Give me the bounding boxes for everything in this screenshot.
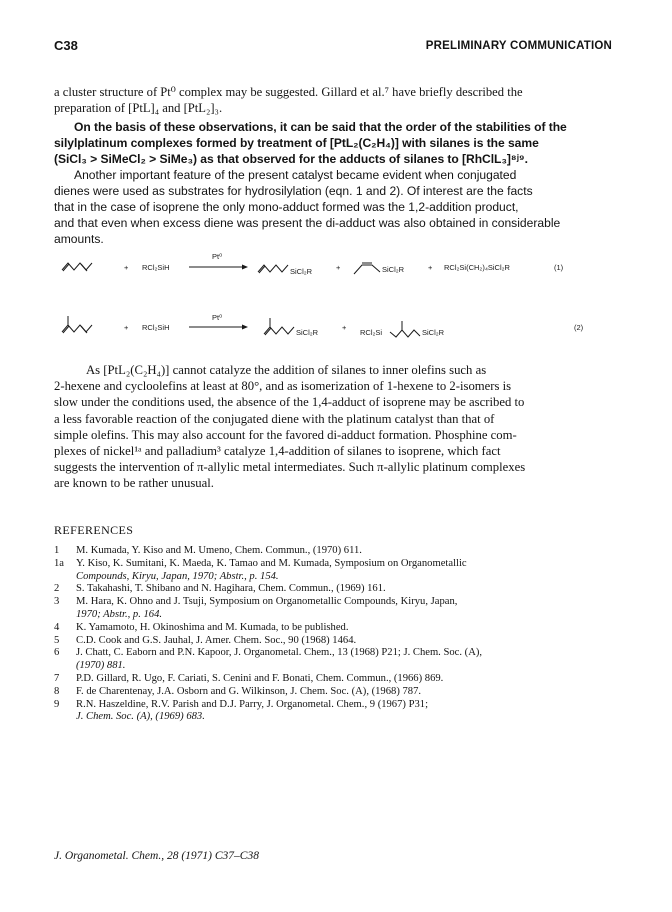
reference-number: 8 [54,685,60,697]
reference-text: P.D. Gillard, R. Ugo, F. Cariati, S. Cenini and F. Bonati, Chem. Commun., (1966) 869. [76,672,444,684]
text-line: are known to be rather unusual. [54,476,214,491]
equation-number: (2) [574,323,584,332]
text-line: silylplatinum complexes formed by treatment of [PtL₂(C₂H₄)] with silanes is the same [54,136,539,150]
reference-item [54,647,624,673]
product-2-structure [390,330,420,337]
text-line: slow under the conditions used, the absence of the 1,4-adduct of isoprene may be ascribed to [54,395,525,410]
reference-number: 3 [54,596,60,608]
double-bond-line [81,264,87,271]
page-number: C38 [54,38,78,53]
reference-number: 5 [54,634,60,646]
text-line: Another important feature of the present catalyst became evident when conjugated [74,168,517,182]
references-heading: REFERENCES [54,523,134,537]
reference-number: 1 [54,545,60,556]
reference-item [54,596,624,622]
text-line: a cluster structure of Pt⁰ complex may be suggested. Gillard et al.⁷ have briefly described the [54,85,523,99]
reference-item [54,686,624,699]
reference-text: S. Takahashi, T. Shibano and N. Hagihara, Chem. Commun., (1969) 161. [76,583,386,595]
text-line: simple olefins. This may also account for the favored di-adduct formation. Phosphine com- [54,427,517,442]
silane-reagent: RCl₂SiH [142,263,170,272]
text-line: dienes were used as substrates for hydrosilylation (eqn. 1 and 2). Of interest are the facts [54,184,533,198]
reference-item [54,583,624,596]
reference-text: F. de Charentenay, J.A. Osborn and G. Wilkinson, J. Chem. Soc. (A), (1968) 787. [76,685,422,697]
reference-number: 1a [54,557,64,569]
running-header: PRELIMINARY COMMUNICATION [425,40,612,52]
reference-continuation: J. Chem. Soc. (A), (1969) 683. [76,711,205,723]
reference-text: C.D. Cook and G.S. Jauhal, J. Amer. Chem. Soc., 90 (1968) 1464. [76,634,357,646]
reference-item [54,699,624,725]
text-line: (SiCl₃ > SiMeCl₂ > SiMe₃) as that observed for the adducts of silanes to [RhClL₃]⁸ʲ⁹. [54,152,528,166]
reference-text: Y. Kiso, K. Sumitani, K. Maeda, K. Tamao and M. Kumada, Symposium on Organometallic [76,557,467,569]
plus-sign: + [336,263,341,272]
plus-sign: + [124,263,129,272]
equation-2 [54,308,620,342]
reference-number: 9 [54,698,60,710]
silane-reagent: RCl₂SiH [142,323,170,332]
double-bond-line [81,326,87,333]
reference-number: 7 [54,672,60,684]
reference-continuation: Compounds, Kiryu, Japan, 1970; Abstr., p. 154. [76,570,279,582]
reference-item [54,558,624,584]
plus-sign: + [124,323,129,332]
text-line: preparation of [PtL]₄ and [PtL₂]₃. [54,101,223,115]
product-1-group: SiCl₂R [290,267,313,276]
journal-citation-footer [54,850,259,862]
reference-number: 6 [54,647,60,659]
arrow-head [242,265,248,270]
reference-item [54,545,624,558]
text-line: and that even when excess diene was present the di-adduct was also obtained in considerable [54,216,561,230]
text-line: On the basis of these observations, it can be said that the order of the stabilities of the [74,120,567,134]
text-line: As [PtL₂(C₂H₄)] cannot catalyze the addition of silanes to inner olefins such as [86,363,487,377]
reference-text: K. Yamamoto, H. Okinoshima and M. Kumada, to be published. [76,621,349,633]
equation-number: (1) [554,263,564,272]
reference-item [54,622,624,635]
text-line: 2-hexene and cycloolefins at least at 80°, and as isomerization of 1-hexene to 2-isomers is [54,379,512,394]
reference-item [54,635,624,648]
product-2-structure [354,265,380,274]
text-line: amounts. [54,232,104,246]
plus-sign: + [428,263,433,272]
equation-1 [54,250,620,284]
catalyst-label: Pt⁰ [212,313,223,322]
paragraph-2 [54,119,616,167]
catalyst-label: Pt⁰ [212,252,223,261]
paragraph-1 [54,84,616,116]
reference-text: M. Kumada, Y. Kiso and M. Umeno, Chem. Commun., (1970) 611. [76,545,362,556]
plus-sign: + [342,323,347,332]
reference-continuation: (1970) 881. [76,660,126,672]
text-line: suggests the intervention of π-allylic metal intermediates. Such π-allylic platinum complexes [54,460,526,475]
references-list [54,545,624,724]
text-line: that in the case of isoprene the only mono-adduct formed was the 1,2-addition product, [54,200,519,214]
reference-number: 4 [54,621,60,633]
product-1-group: SiCl₂R [296,328,319,337]
reference-text: J. Chatt, C. Eaborn and P.N. Kapoor, J. Organometal. Chem., 13 (1968) P21; J. Chem. Soc. (A), [76,647,483,659]
di-adduct-product: RCl₂Si(CH₂)₄SiCl₂R [444,263,510,272]
product-2-right-group: SiCl₂R [422,328,445,337]
paragraph-4 [54,362,616,492]
reference-number: 2 [54,583,60,595]
arrow-head [242,325,248,330]
text-line: a less favorable reaction of the conjugated diene with the platinum catalyst than that of [54,411,495,426]
footer-text: J. Organometal. Chem., 28 (1971) C37–C38 [54,850,259,862]
paragraph-3 [54,167,616,247]
reference-continuation: 1970; Abstr., p. 164. [76,608,163,620]
text-line: plexes of nickel¹ᵃ and palladium³ catalyze 1,4-addition of silanes to isoprene, which fact [54,444,501,459]
reference-text: M. Hara, K. Ohno and J. Tsuji, Symposium on Organometallic Compounds, Kiryu, Japan, [76,596,458,608]
product-2-group: SiCl₂R [382,265,405,274]
reference-item [54,673,624,686]
product-2-left-group: RCl₂Si [360,328,383,337]
reference-text: R.N. Haszeldine, R.V. Parish and D.J. Parry, J. Organometal. Chem., 9 (1967) P31; [76,698,429,710]
